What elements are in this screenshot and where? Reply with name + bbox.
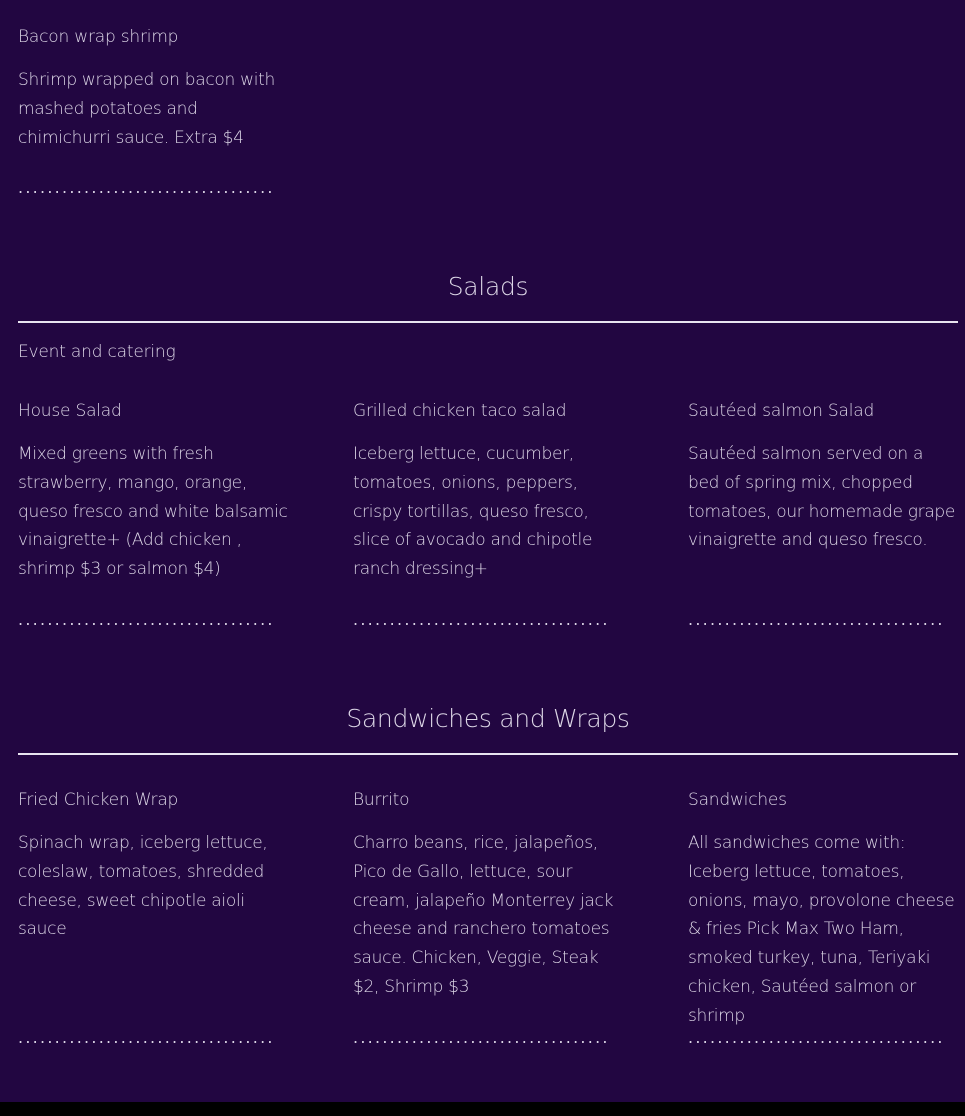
menu-item-description: Shrimp wrapped on bacon with mashed potatoes and chimichurri sauce. Extra $4 xyxy=(18,70,275,148)
menu-item-house-salad xyxy=(18,400,288,584)
menu-item-description: Spinach wrap, iceberg lettuce, coleslaw, tomatoes, shredded cheese, sweet chipotle aioli sauce xyxy=(18,833,268,940)
menu-item-description: Mixed greens with fresh strawberry, mango, orange, queso fresco and white balsamic vinaigrette+ (Add chicken , shrimp $3 or salmon $4) xyxy=(18,444,288,580)
menu-item-description: All sandwiches come with: Iceberg lettuce, tomatoes, onions, mayo, provolone cheese & fries Pick Max Two Ham, smoked turkey, tuna, Teriyaki chicken, Sautéed salmon or shrimp xyxy=(688,833,955,1026)
section-title-sandwiches-and-wraps: Sandwiches and Wraps xyxy=(346,704,630,733)
menu-item-name: Burrito xyxy=(353,790,410,810)
section-divider xyxy=(18,753,958,755)
menu-item-name: Sautéed salmon Salad xyxy=(688,401,875,421)
section-subtitle: Event and catering xyxy=(18,342,176,362)
menu-item-name: Fried Chicken Wrap xyxy=(18,790,179,810)
menu-item-burrito xyxy=(353,789,623,1002)
menu-item-bacon-wrap-shrimp xyxy=(18,26,288,152)
menu-item-name: House Salad xyxy=(18,401,122,421)
footer-bar xyxy=(0,1102,965,1116)
menu-item-sauteed-salmon-salad xyxy=(688,400,958,555)
menu-item-fried-chicken-wrap xyxy=(18,789,288,944)
menu-item-name: Sandwiches xyxy=(688,790,787,810)
dotted-separator: ................................... xyxy=(18,612,275,628)
dotted-separator: ................................... xyxy=(353,1030,610,1046)
menu-item-name: Bacon wrap shrimp xyxy=(18,27,179,47)
section-title-salads: Salads xyxy=(447,272,529,301)
menu-item-description: Sautéed salmon served on a bed of spring mix, chopped tomatoes, our homemade grape vinaigrette and queso fresco. xyxy=(688,444,956,551)
dotted-separator: ................................... xyxy=(18,1030,275,1046)
menu-item-description: Iceberg lettuce, cucumber, tomatoes, onions, peppers, crispy tortillas, queso fresco, slice of avocado and chipotle ranch dressing+ xyxy=(353,444,593,580)
dotted-separator: ................................... xyxy=(18,180,275,196)
dotted-separator: ................................... xyxy=(353,612,610,628)
menu-item-description: Charro beans, rice, jalapeños, Pico de Gallo, lettuce, sour cream, jalapeño Monterrey jack cheese and ranchero tomatoes sauce. Chicken, Veggie, Steak $2, Shrimp $3 xyxy=(353,833,614,997)
menu-item-name: Grilled chicken taco salad xyxy=(353,401,567,421)
dotted-separator: ................................... xyxy=(688,612,945,628)
section-divider xyxy=(18,321,958,323)
menu-item-sandwiches xyxy=(688,789,958,1031)
dotted-separator: ................................... xyxy=(688,1030,945,1046)
menu-item-grilled-chicken-taco-salad xyxy=(353,400,623,584)
